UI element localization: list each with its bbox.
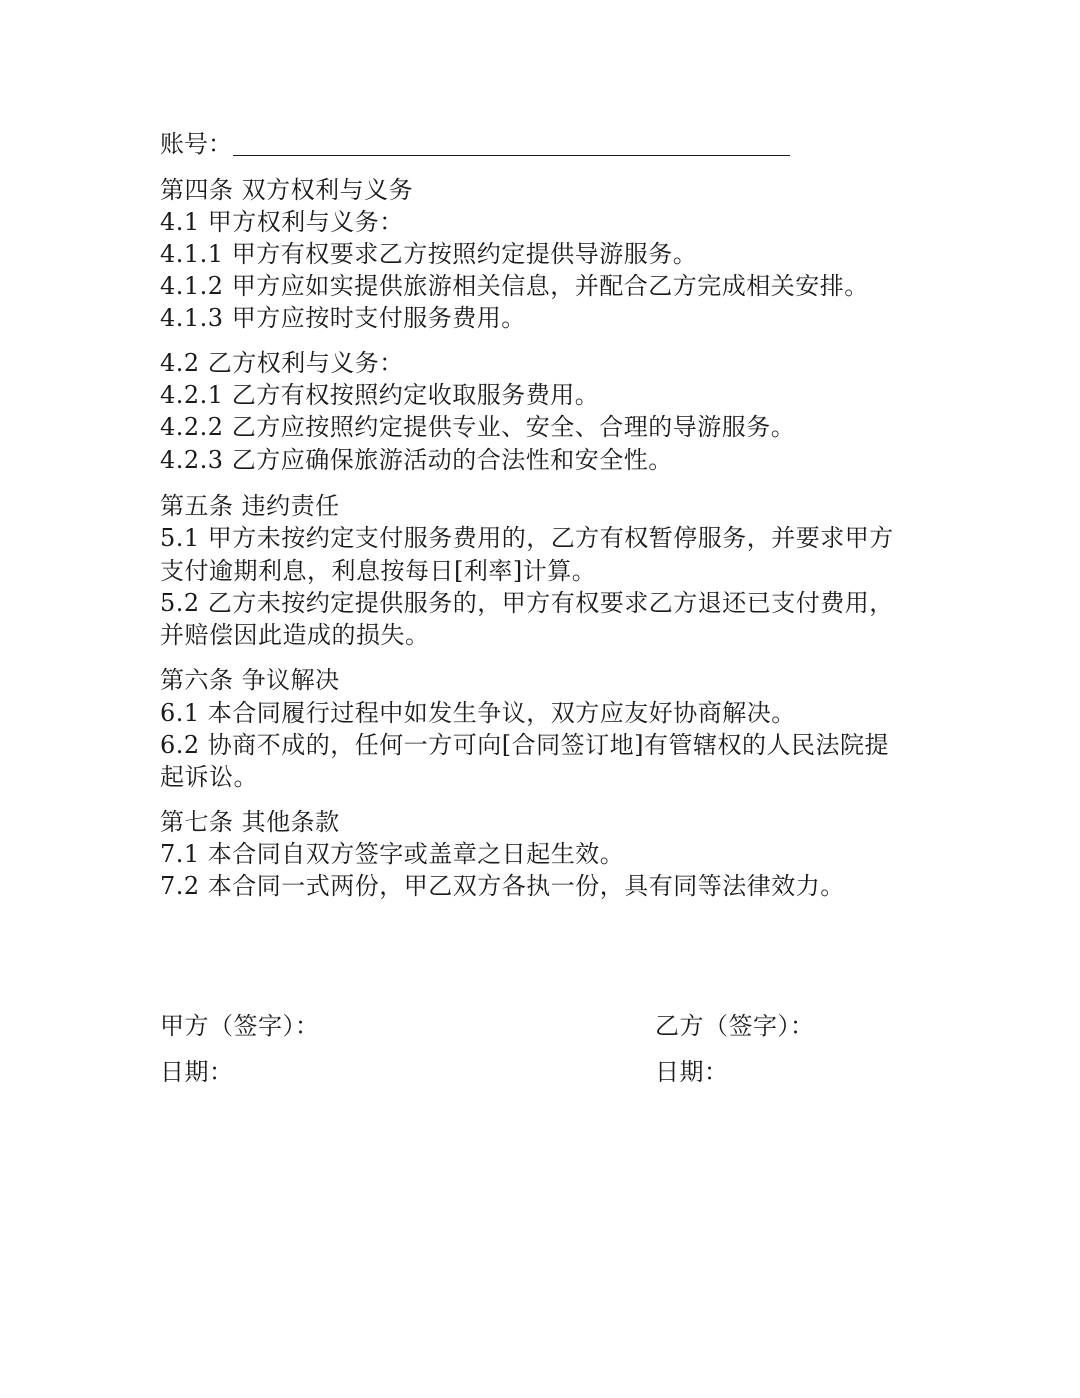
party-a-date: 日期： (160, 1058, 234, 1086)
article5-title: 第五条 违约责任 (160, 492, 340, 520)
account-label: 账号： (160, 130, 232, 158)
clause-5-2-line1: 5.2 乙方未按约定提供服务的，甲方有权要求乙方退还已支付费用， (160, 589, 894, 617)
clause-5-2-line2: 并赔偿因此造成的损失。 (160, 621, 430, 649)
party-a-signature: 甲方（签字）： (160, 1012, 320, 1040)
article4-title: 第四条 双方权利与义务 (160, 176, 414, 204)
article4-1-title: 4.1 甲方权利与义务： (160, 208, 404, 236)
article4-2-title: 4.2 乙方权利与义务： (160, 349, 404, 377)
clause-5-1-line1: 5.1 甲方未按约定支付服务费用的，乙方有权暂停服务，并要求甲方 (160, 524, 894, 552)
article7-title: 第七条 其他条款 (160, 808, 340, 836)
clause-6-2-line1: 6.2 协商不成的，任何一方可向[合同签订地]有管辖权的人民法院提 (160, 731, 890, 759)
clause-7-1: 7.1 本合同自双方签字或盖章之日起生效。 (160, 840, 625, 868)
clause-4-2-3: 4.2.3 乙方应确保旅游活动的合法性和安全性。 (160, 446, 673, 474)
clause-5-1-line2: 支付逾期利息，利息按每日[利率]计算。 (160, 557, 597, 585)
clause-4-1-1: 4.1.1 甲方有权要求乙方按照约定提供导游服务。 (160, 240, 698, 268)
clause-6-1: 6.1 本合同履行过程中如发生争议，双方应友好协商解决。 (160, 699, 796, 727)
clause-4-1-2: 4.1.2 甲方应如实提供旅游相关信息，并配合乙方完成相关安排。 (160, 272, 869, 300)
clause-7-2: 7.2 本合同一式两份，甲乙双方各执一份，具有同等法律效力。 (160, 872, 845, 900)
party-b-date: 日期： (655, 1058, 729, 1086)
article6-title: 第六条 争议解决 (160, 666, 340, 694)
clause-4-2-1: 4.2.1 乙方有权按照约定收取服务费用。 (160, 381, 600, 409)
clause-4-1-3: 4.1.3 甲方应按时支付服务费用。 (160, 304, 526, 332)
account-blank-line (233, 155, 790, 156)
clause-4-2-2: 4.2.2 乙方应按照约定提供专业、安全、合理的导游服务。 (160, 413, 796, 441)
party-b-signature: 乙方（签字）： (655, 1012, 815, 1040)
clause-6-2-line2: 起诉讼。 (160, 763, 258, 791)
